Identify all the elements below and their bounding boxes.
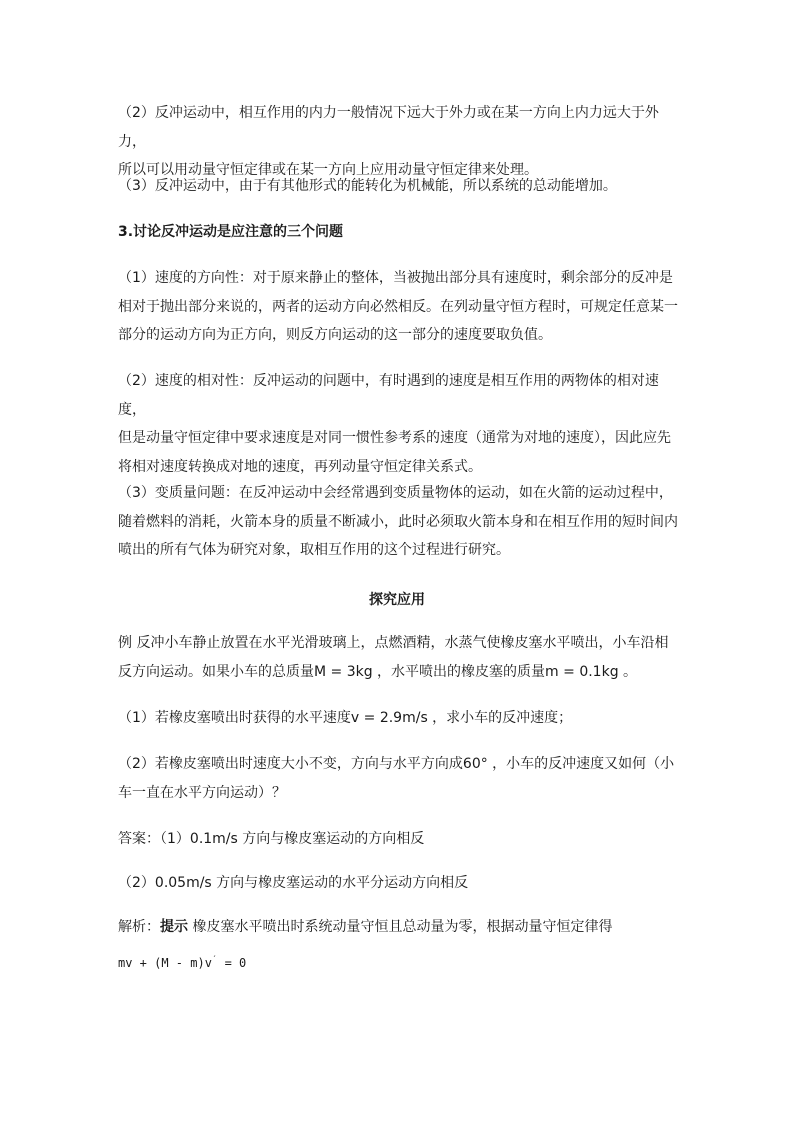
example xyxy=(118,629,678,686)
example-line-1: 例 反冲小车静止放置在水平光滑玻璃上，点燃酒精，水蒸气使橡皮塞水平喷出，小车沿相 xyxy=(118,635,669,651)
question-2-line-2: 车一直在水平方向运动）？ xyxy=(118,784,286,801)
analysis xyxy=(118,913,678,942)
section-title: 探究应用 xyxy=(369,592,425,608)
equation-prime: ′ xyxy=(211,955,218,965)
equation-rhs: = 0 xyxy=(217,956,247,970)
question-2 xyxy=(118,750,678,807)
answer-1: 答案：（1）0.1m/s 方向与橡皮塞运动的方向相反 xyxy=(118,831,425,847)
heading-3: 3.讨论反冲运动是应注意的三个问题 xyxy=(118,224,344,240)
paragraph-2-line-2: 所以可以用动量守恒定律或在某一方向上应用动量守恒定律来处理。 xyxy=(118,162,538,178)
example-line-2: 反方向运动。如果小车的总质量M = 3kg ，水平喷出的橡皮塞的质量m = 0.1kg 。 xyxy=(118,663,638,680)
analysis-hint: 提示 xyxy=(160,919,188,935)
question-2-line-1: （2）若橡皮塞喷出时速度大小不变，方向与水平方向成60° ，小车的反冲速度又如何（小 xyxy=(118,756,675,772)
paragraph-3: （3）反冲运动中，由于有其他形式的能转化为机械能，所以系统的总动能增加。 xyxy=(118,178,617,194)
issue-3 xyxy=(118,479,678,565)
issue-1-line-2: 相对于抛出部分来说的，两者的运动方向必然相反。在列动量守恒方程时，可规定任意某一 xyxy=(118,298,678,315)
issue-1 xyxy=(118,264,678,350)
answer-2: （2）0.05m/s 方向与橡皮塞运动的水平分运动方向相反 xyxy=(118,875,469,891)
issue-2 xyxy=(118,367,678,481)
equation-main: mv + (M - m)v xyxy=(118,956,212,970)
issue-3-line-1: （3）变质量问题：在反冲运动中会经常遇到变质量物体的运动，如在火箭的运动过程中， xyxy=(118,485,673,501)
issue-3-line-2: 随着燃料的消耗，火箭本身的质量不断减小，此时必须取火箭本身和在相互作用的短时间内 xyxy=(118,513,678,530)
issue-1-line-1: （1）速度的方向性：对于原来静止的整体，当被抛出部分具有速度时，剩余部分的反冲是 xyxy=(118,270,673,286)
issue-2-line-1: （2）速度的相对性：反冲运动的问题中，有时遇到的速度是相互作用的两物体的相对速度， xyxy=(118,373,659,418)
issue-2-line-2: 但是动量守恒定律中要求速度是对同一惯性参考系的速度（通常为对地的速度），因此应先 xyxy=(118,430,671,446)
paragraph-2-line-1: （2）反冲运动中，相互作用的内力一般情况下远大于外力或在某一方向上内力远大于外力， xyxy=(118,105,659,150)
issue-2-line-3: 将相对速度转换成对地的速度，再列动量守恒定律关系式。 xyxy=(118,458,482,475)
issue-3-line-3: 喷出的所有气体为研究对象，取相互作用的这个过程进行研究。 xyxy=(118,542,510,558)
issue-1-line-3: 部分的运动方向为正方向，则反方向运动的这一部分的速度要取负值。 xyxy=(118,327,552,343)
analysis-text: 橡皮塞水平喷出时系统动量守恒且总动量为零，根据动量守恒定律得 xyxy=(188,919,613,935)
momentum-equation xyxy=(118,946,678,978)
analysis-label: 解析： xyxy=(118,919,160,935)
question-1: （1）若橡皮塞喷出时获得的水平速度v = 2.9m/s ，求小车的反冲速度； xyxy=(118,710,573,726)
